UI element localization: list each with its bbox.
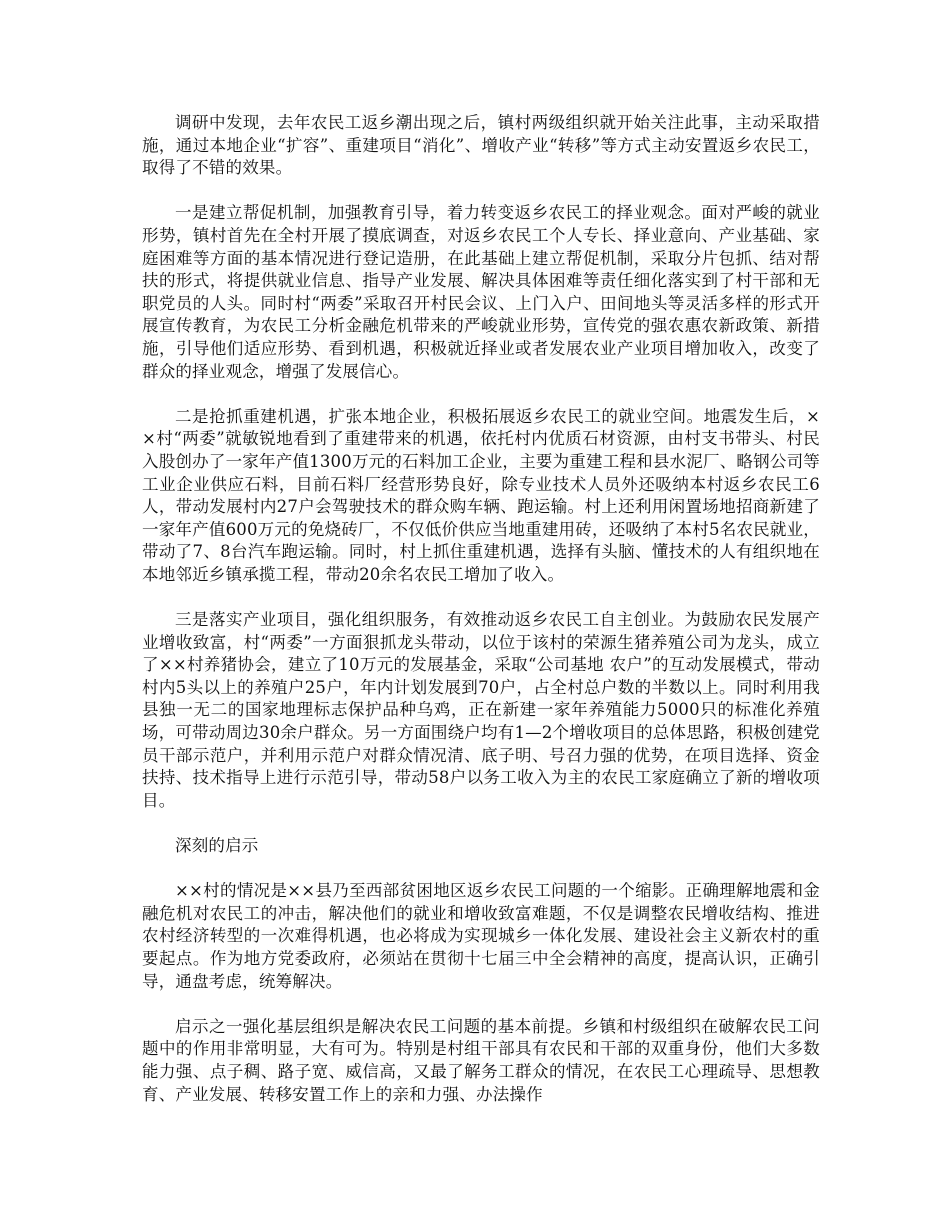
paragraph-summary: ××村的情况是××县乃至西部贫困地区返乡农民工问题的一个缩影。正确理解地震和金融危机对农民工的冲击，解决他们的就业和增收致富难题，不仅是调整农民增收结构、推进农村经济转型的一次难得机遇，也必将成为实现城乡一体化发展、建设社会主义新农村的重要起点。作为地方党委政府，必须站在贯彻十七届三中全会精神的高度，提高认识，正确引导，通盘考虑，统筹解决。 — [142, 881, 820, 991]
paragraph-point-three: 三是落实产业项目，强化组织服务，有效推动返乡农民工自主创业。为鼓励农民发展产业增收致富，村“两委”一方面狠抓龙头带动，以位于该村的荣源生猪养殖公司为龙头，成立了××村养猪协会，建立了10万元的发展基金，采取“公司基地 农户”的互动发展模式，带动村内5头以上的养殖户25户，年内计划发展到70户，占全村总户数的半数以上。同时利用我县独一无二的国家地理标志保护品种乌鸡，正在新建一家年养殖能力5000只的标准化养殖场，可带动周边30余户群众。另一方面围绕户均有1—2个增收项目的总体思路，积极创建党员干部示范户，并利用示范户对群众情况清、底子明、号召力强的优势，在项目选择、资金扶持、技术指导上进行示范引导，带动58户以务工收入为主的农民工家庭确立了新的增收项目。 — [142, 610, 820, 810]
paragraph-intro: 调研中发现，去年农民工返乡潮出现之后，镇村两级组织就开始关注此事，主动采取措施，通过本地企业“扩容”、重建项目“消化”、增收产业“转移”等方式主动安置返乡农民工，取得了不错的效果。 — [142, 113, 820, 178]
paragraph-insight-one: 启示之一强化基层组织是解决农民工问题的基本前提。乡镇和村级组织在破解农民工问题中的作用非常明显，大有可为。特别是村组干部具有农民和干部的双重身份，他们大多数能力强、点子稠、路子宽、威信高，又最了解务工群众的情况，在农民工心理疏导、思想教育、产业发展、转移安置工作上的亲和力强、办法操作 — [142, 1016, 820, 1104]
document-body — [142, 112, 820, 1129]
paragraph-point-one: 一是建立帮促机制，加强教育引导，着力转变返乡农民工的择业观念。面对严峻的就业形势，镇村首先在全村开展了摸底调查，对返乡农民工个人专长、择业意向、产业基础、家庭困难等方面的基本情况进行登记造册，在此基础上建立帮促机制，采取分片包抓、结对帮扶的形式，将提供就业信息、指导产业发展、解决具体困难等责任细化落实到了村干部和无职党员的人头。同时村“两委”采取召开村民会议、上门入户、田间地头等灵活多样的形式开展宣传教育，为农民工分析金融危机带来的严峻就业形势，宣传党的强农惠农新政策、新措施，引导他们适应形势、看到机遇，积极就近择业或者发展农业产业项目增加收入，改变了群众的择业观念，增强了发展信心。 — [142, 203, 820, 381]
section-heading: 深刻的启示 — [175, 836, 259, 855]
paragraph-point-two: 二是抢抓重建机遇，扩张本地企业，积极拓展返乡农民工的就业空间。地震发生后，××村“两委”就敏锐地看到了重建带来的机遇，依托村内优质石材资源，由村支书带头、村民入股创办了一家年产值1300万元的石料加工企业，主要为重建工程和县水泥厂、略钢公司等工业企业供应石料，目前石料厂经营形势良好，除专业技术人员外还吸纳本村返乡农民工6人，带动发展村内27户会驾驶技术的群众购车辆、跑运输。村上还利用闲置场地招商新建了一家年产值600万元的免烧砖厂，不仅低价供应当地重建用砖，还吸纳了本村5名农民就业，带动了7、8台汽车跑运输。同时，村上抓住重建机遇，选择有头脑、懂技术的人有组织地在本地邻近乡镇承揽工程，带动20余名农民工增加了收入。 — [142, 406, 820, 584]
